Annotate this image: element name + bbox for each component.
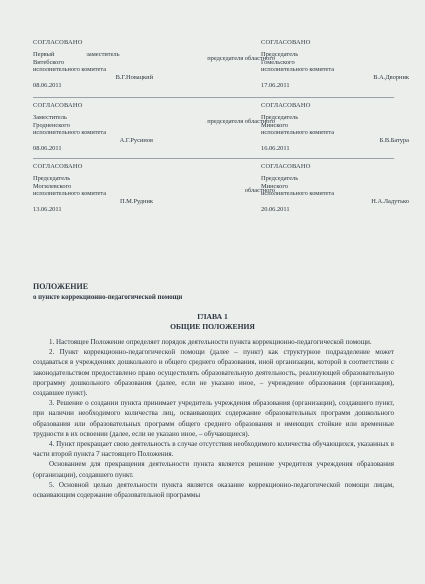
approval-date: 08.06.2011	[33, 81, 62, 89]
approval-mid-text: председателя областного	[207, 118, 275, 125]
approval-region: Минского	[261, 121, 288, 129]
approval-signer: Н.А.Ладутько	[371, 198, 409, 206]
approval-signer: А.Г.Русинов	[119, 137, 153, 145]
approval-date: 20.06.2011	[261, 205, 290, 213]
approval-signer: В.Г.Новацкий	[115, 74, 153, 82]
approval-region: Гомельского	[261, 58, 295, 66]
paragraph: 5. Основной целью деятельности пункта является оказание коррекционно-педагогической помощи лицам, осваивающим содержание образовательной программы	[33, 480, 394, 500]
approval-block-vitebsk	[33, 39, 223, 90]
paragraph: 3. Решение о создании пункта принимает учредитель учреждения образования (организации), создавшего пункт, при наличии необходимого количества лиц, осваивающих содержание образовательных программ дошкольного образования или образовательных программ общего среднего образования и имеющих стойкие или временные трудности в их освоении (далее, если не указано иное, – обучающиеся).	[33, 399, 394, 438]
approval-mid-label-3	[175, 187, 275, 195]
chapter-title: ОБЩИЕ ПОЛОЖЕНИЯ	[170, 322, 255, 331]
approval-date: 08.06.2011	[33, 144, 62, 152]
approval-committee: исполнительного комитета	[33, 190, 107, 198]
approval-date: 13.06.2011	[33, 205, 62, 213]
separator-line	[33, 158, 394, 159]
approval-position: Заместитель	[33, 113, 67, 121]
separator-line	[33, 97, 394, 98]
approval-heading: СОГЛАСОВАНО	[261, 163, 311, 170]
approval-committee: исполнительного комитета	[33, 66, 107, 74]
approval-heading: СОГЛАСОВАНО	[261, 39, 311, 46]
approval-block-minsk-2	[261, 163, 425, 214]
approval-committee: исполнительного комитета	[33, 129, 107, 137]
paragraph: 1. Настоящее Положение определяет порядок деятельности пункта коррекционно-педагогической помощи.	[49, 338, 372, 346]
approval-heading: СОГЛАСОВАНО	[33, 163, 83, 170]
approval-committee: исполнительного комитета	[261, 129, 335, 137]
approval-date: 16.06.2011	[261, 144, 290, 152]
approval-position: Председатель	[261, 174, 299, 182]
approval-heading: СОГЛАСОВАНО	[33, 39, 83, 46]
approval-region: Минского	[261, 182, 288, 190]
approval-position: Председатель	[33, 174, 71, 182]
approval-position: Первый заместитель	[33, 50, 120, 58]
approval-signer: В.А.Дворник	[373, 74, 409, 82]
approval-position: Председатель	[261, 113, 299, 121]
approval-block-minsk-1	[261, 102, 425, 153]
approval-region: Могилевского	[33, 182, 72, 190]
approval-signer: П.М.Рудник	[119, 198, 153, 206]
document-body	[33, 337, 394, 500]
approval-mid-text: областного	[244, 187, 275, 194]
paragraph: 4. Пункт прекращает свою деятельность в случае отсутствия необходимого количества обучающихся, указанных в части второй пункта 7 настоящего Положения.	[33, 440, 394, 459]
approval-mid-text: председателя областного	[207, 55, 275, 62]
approval-block-gomel	[261, 39, 425, 90]
chapter-number: ГЛАВА 1	[197, 312, 228, 321]
approval-region: Гродненского	[33, 121, 70, 129]
approval-committee: исполнительного комитета	[261, 66, 335, 74]
approval-committee: исполнительного комитета	[261, 190, 335, 198]
approval-signer: Б.В.Батура	[379, 137, 409, 145]
approval-heading: СОГЛАСОВАНО	[33, 102, 83, 109]
document-subtitle: о пункте коррекционно-педагогической помощи	[33, 294, 183, 301]
document-title: ПОЛОЖЕНИЕ	[33, 282, 89, 291]
approval-mid-label-2	[175, 118, 275, 126]
approval-date: 17.06.2011	[261, 81, 290, 89]
approval-mid-label-1	[175, 55, 275, 63]
approval-block-grodno	[33, 102, 223, 153]
approval-region: Витебского	[33, 58, 65, 66]
approval-heading: СОГЛАСОВАНО	[261, 102, 311, 109]
approval-position: Председатель	[261, 50, 299, 58]
paragraph: Основанием для прекращения деятельности пункта является решение учредителя учреждения образования (организации), создавшего пункт.	[33, 460, 394, 479]
paragraph: 2. Пункт коррекционно-педагогической помощи (далее – пункт) как структурное подразделение может создаваться в учреждениях дошкольного и общего среднего образования, иной организации, которой в соответствии с законодательством предоставлено право осуществлять образовательную деятельность, реализующей образовательную программу дошкольного образования (далее, если не указано иное, – учреждение образования (организация), создавшее пункт).	[33, 348, 394, 398]
